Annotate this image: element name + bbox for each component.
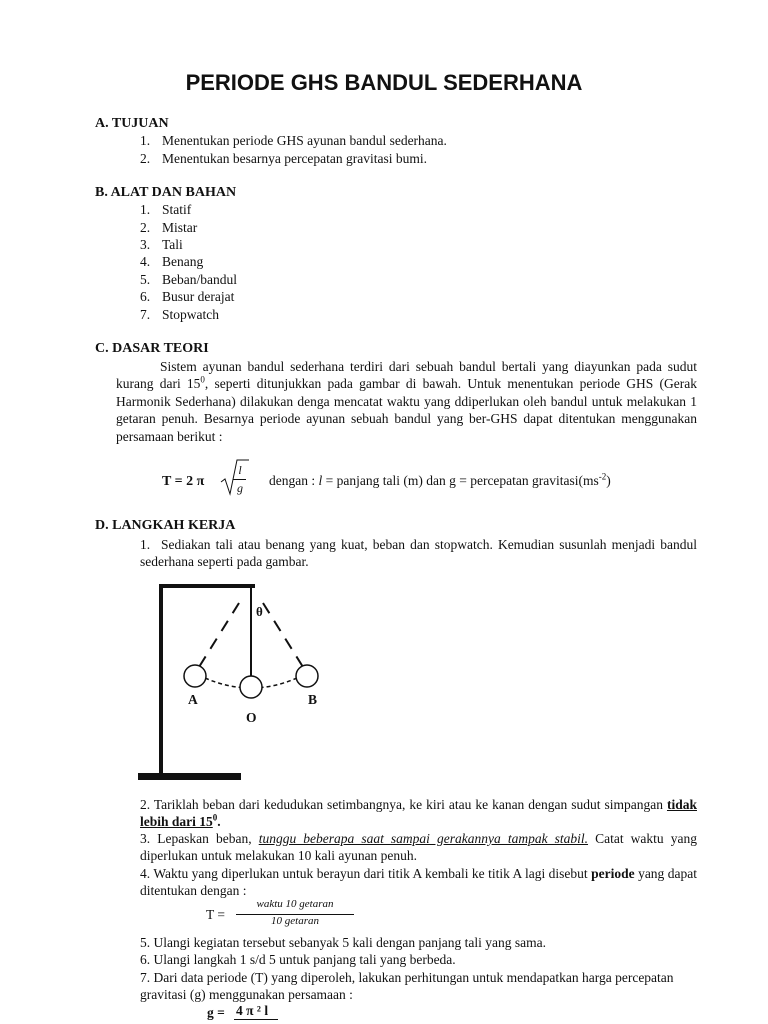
step-emphasis: periode: [591, 866, 635, 881]
explanation-text: = panjang tali (m) dan g = percepatan gravitasi(ms: [322, 473, 599, 488]
list-number: 6.: [140, 289, 151, 304]
bob-O: [240, 676, 262, 698]
superscript: -2: [598, 471, 607, 482]
list-item: [140, 272, 237, 288]
step-4: [140, 865, 697, 900]
string-left-dashed: [199, 603, 239, 667]
list-number: 2.: [140, 220, 151, 235]
list-item: [140, 289, 234, 305]
list-text: Beban/bandul: [162, 272, 237, 287]
list-number: 1.: [140, 202, 151, 217]
list-text: Menentukan besarnya percepatan gravitasi bumi.: [162, 151, 428, 166]
label-A: A: [188, 692, 198, 707]
list-number: 3.: [140, 237, 151, 252]
list-text: Mistar: [162, 220, 198, 235]
list-number: 5.: [140, 272, 151, 287]
step-text: yang dapat ditentukan dengan :: [140, 866, 697, 899]
step-text: 3. Lepaskan beban,: [140, 831, 259, 846]
step-text: 2. Tariklah beban dari kedudukan setimbangnya, ke kiri atau ke kanan dengan sudut simpangan: [140, 797, 667, 812]
step-text: Sediakan tali atau benang yang kuat, beban dan stopwatch. Kemudian susunlah menjadi bandul sederhana seperti pada gambar.: [140, 537, 697, 570]
list-item: [140, 254, 203, 270]
superscript: 0: [212, 812, 218, 823]
step-emphasis: tunggu beberapa saat sampai gerakannya tampak stabil.: [258, 831, 589, 846]
step-2: [140, 796, 697, 831]
variable-l: l: [318, 473, 323, 488]
explanation-text: ): [606, 473, 611, 488]
explanation-text: dengan :: [269, 473, 319, 488]
list-number: 4.: [140, 254, 151, 269]
list-text: Menentukan periode GHS ayunan bandul sederhana.: [162, 133, 447, 148]
page-title: PERIODE GHS BANDUL SEDERHANA: [185, 70, 583, 95]
list-item: [140, 202, 191, 218]
list-number: 1.: [140, 133, 151, 148]
list-text: Tali: [162, 237, 183, 252]
step-text: .: [217, 814, 221, 830]
step-7: 7. Dari data periode (T) yang diperoleh, lakukan perhitungan untuk mendapatkan harga percepatan gravitasi (g) menggunakan persamaan :: [140, 970, 674, 1003]
bob-A: [184, 665, 206, 687]
list-text: Statif: [162, 202, 192, 217]
paragraph-text: , seperti ditunjukkan pada gambar di bawah. Untuk menentukan periode GHS (Gerak Harmonik Sederhana) dilakukan denga mencatat waktu yang ddiperlukan oleh bandul untuk melakukan 1 getaran penuh. Besarnya periode ayunan sebuah bandul yang ber-GHS dapat ditentukan menggunakan persamaan berikut :: [116, 376, 697, 444]
theory-paragraph: [116, 358, 697, 445]
step-3: [140, 830, 697, 865]
string-right-dashed: [263, 603, 303, 667]
fraction-bar: [234, 1019, 278, 1020]
paragraph-text: Sistem ayunan bandul sederhana terdiri dari sebuah bandul bertali yang diayunkan pada sudut kurang dari 15: [116, 359, 697, 392]
list-text: Benang: [162, 254, 204, 269]
label-theta: θ: [256, 604, 263, 619]
stand-pole: [159, 584, 163, 777]
step-text: 4. Waktu yang diperlukan untuk berayun dari titik A kembali ke titik A lagi disebut: [140, 866, 592, 881]
formula-gravity-lhs: g =: [207, 1005, 225, 1020]
step-emphasis: tidak lebih dari 15: [140, 797, 697, 830]
list-text: Busur derajat: [162, 289, 235, 304]
list-item: [140, 151, 427, 167]
section-heading-alat: B. ALAT DAN BAHAN: [95, 185, 237, 200]
bob-B: [296, 665, 318, 687]
superscript: 0: [200, 374, 205, 385]
step-5: 5. Ulangi kegiatan tersebut sebanyak 5 kali dengan panjang tali yang sama.: [140, 935, 546, 950]
fraction-bar: [233, 479, 246, 480]
formula-period-lhs: T = 2 π: [162, 474, 205, 489]
label-O: O: [246, 710, 257, 725]
list-text: Stopwatch: [162, 307, 219, 322]
label-B: B: [308, 692, 318, 707]
list-item: [140, 237, 183, 253]
stand-arm: [159, 584, 255, 588]
list-number: 7.: [140, 307, 151, 322]
formula-denominator: g: [237, 481, 243, 495]
stand-base: [138, 773, 241, 780]
step-6: 6. Ulangi langkah 1 s/d 5 untuk panjang tali yang berbeda.: [140, 952, 456, 967]
step-1: [140, 536, 697, 571]
step-text: Catat waktu yang diperlukan untuk melakukan 10 kali ayunan penuh.: [140, 831, 697, 864]
list-item: [140, 220, 197, 236]
formula-numerator: l: [238, 463, 242, 477]
section-heading-dasar-teori: C. DASAR TEORI: [95, 341, 209, 356]
list-number: 1.: [140, 537, 151, 552]
section-heading-langkah-kerja: D. LANGKAH KERJA: [95, 518, 236, 533]
formula-numerator: waktu 10 getaran: [256, 898, 334, 910]
section-heading-tujuan: A. TUJUAN: [95, 116, 169, 131]
list-item: [140, 307, 219, 323]
list-item: [140, 133, 447, 149]
formula-gravity-numerator: 4 π ² l: [236, 1003, 269, 1018]
pendulum-diagram: [135, 580, 335, 785]
formula-denominator: 10 getaran: [271, 915, 319, 927]
list-number: 2.: [140, 151, 151, 166]
formula-explanation: [269, 473, 611, 489]
formula-period-lhs-2: T =: [206, 907, 225, 922]
